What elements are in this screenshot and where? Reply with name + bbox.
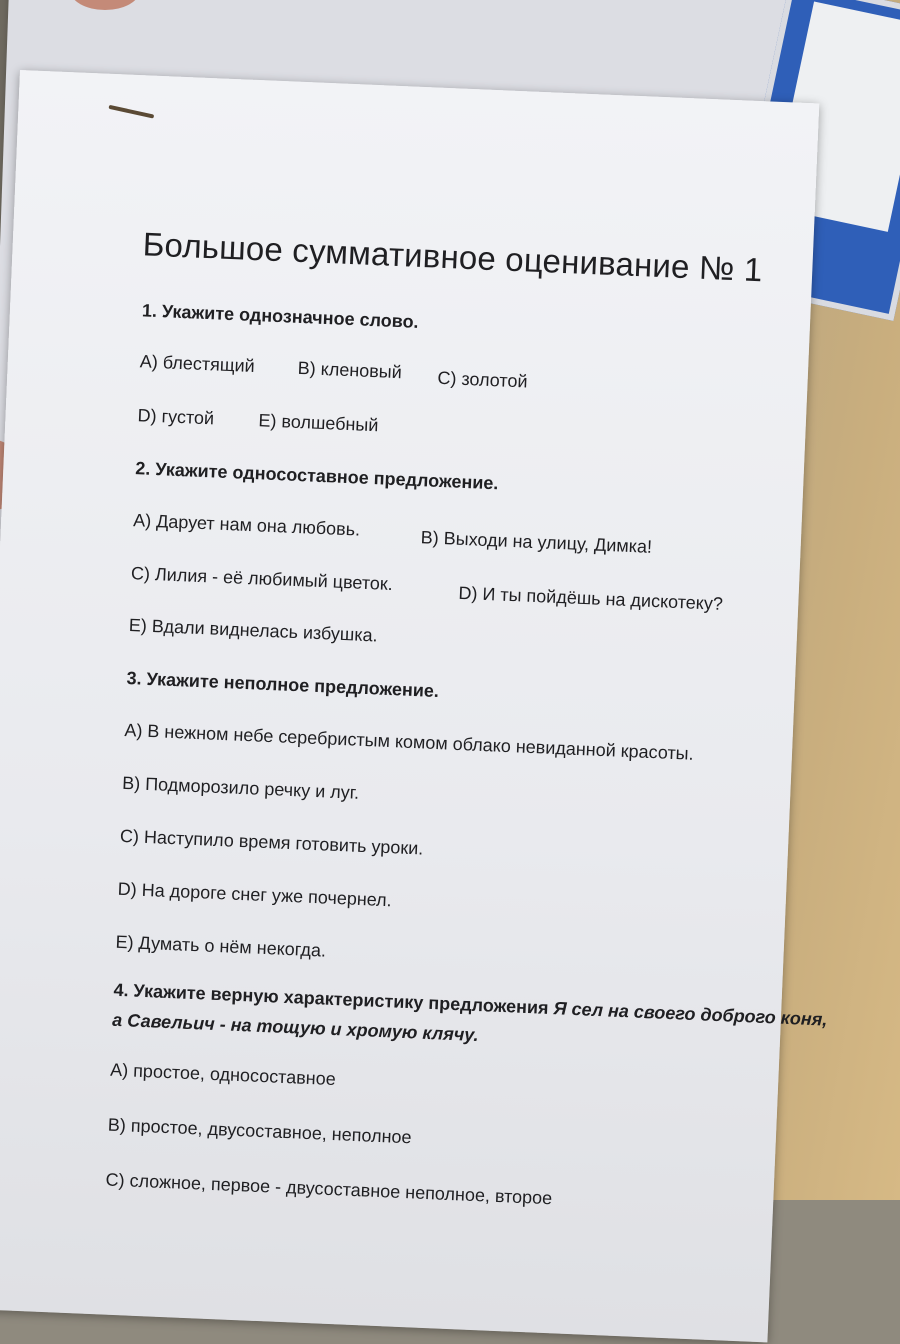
question-4-quote: Я сел на своего доброго коня, <box>553 998 828 1030</box>
q4-option-b: B) простое, двусоставное, неполное <box>107 1114 412 1148</box>
q1-option-b: B) кленовый <box>297 357 403 383</box>
q3-option-c: C) Наступило время готовить уроки. <box>119 825 424 859</box>
question-1: 1. Укажите однозначное слово. <box>141 300 419 332</box>
q3-option-a: A) В нежном небе серебристым комом облако невиданной красоты. <box>124 719 695 764</box>
q2-option-e: E) Вдали виднелась избушка. <box>128 615 379 646</box>
q1-option-d: D) густой <box>137 405 215 429</box>
test-sheet <box>0 70 828 1342</box>
q2-option-b: B) Выходи на улицу, Димка! <box>420 527 653 557</box>
q3-option-d: D) На дороге снег уже почернел. <box>117 878 393 911</box>
q3-option-b: B) Подморозило речку и луг. <box>121 772 360 803</box>
q3-option-e: E) Думать о нём некогда. <box>115 931 327 961</box>
q1-option-a: A) блестящий <box>139 351 256 377</box>
q4-option-c: C) сложное, первое - двусоставное неполное, второе <box>105 1169 553 1209</box>
q2-option-d: D) И ты пойдёшь на дискотеку? <box>458 582 724 614</box>
q2-option-c: C) Лилия - её любимый цветок. <box>130 563 394 595</box>
q1-option-e: E) волшебный <box>258 410 379 436</box>
page-title: Большое суммативное оценивание № 1 <box>142 225 764 289</box>
q4-option-a: A) простое, односоставное <box>109 1059 337 1090</box>
q2-option-a: A) Дарует нам она любовь. <box>132 510 361 540</box>
question-4-text: 4. Укажите верную характеристику предложения <box>113 979 554 1019</box>
q1-option-c: C) золотой <box>437 367 528 392</box>
staple <box>108 105 154 119</box>
question-3: 3. Укажите неполное предложение. <box>126 668 440 702</box>
question-2: 2. Укажите односоставное предложение. <box>135 458 499 494</box>
question-4-quote-line2: а Савельич - на тощую и хромую клячу. <box>111 1009 480 1046</box>
